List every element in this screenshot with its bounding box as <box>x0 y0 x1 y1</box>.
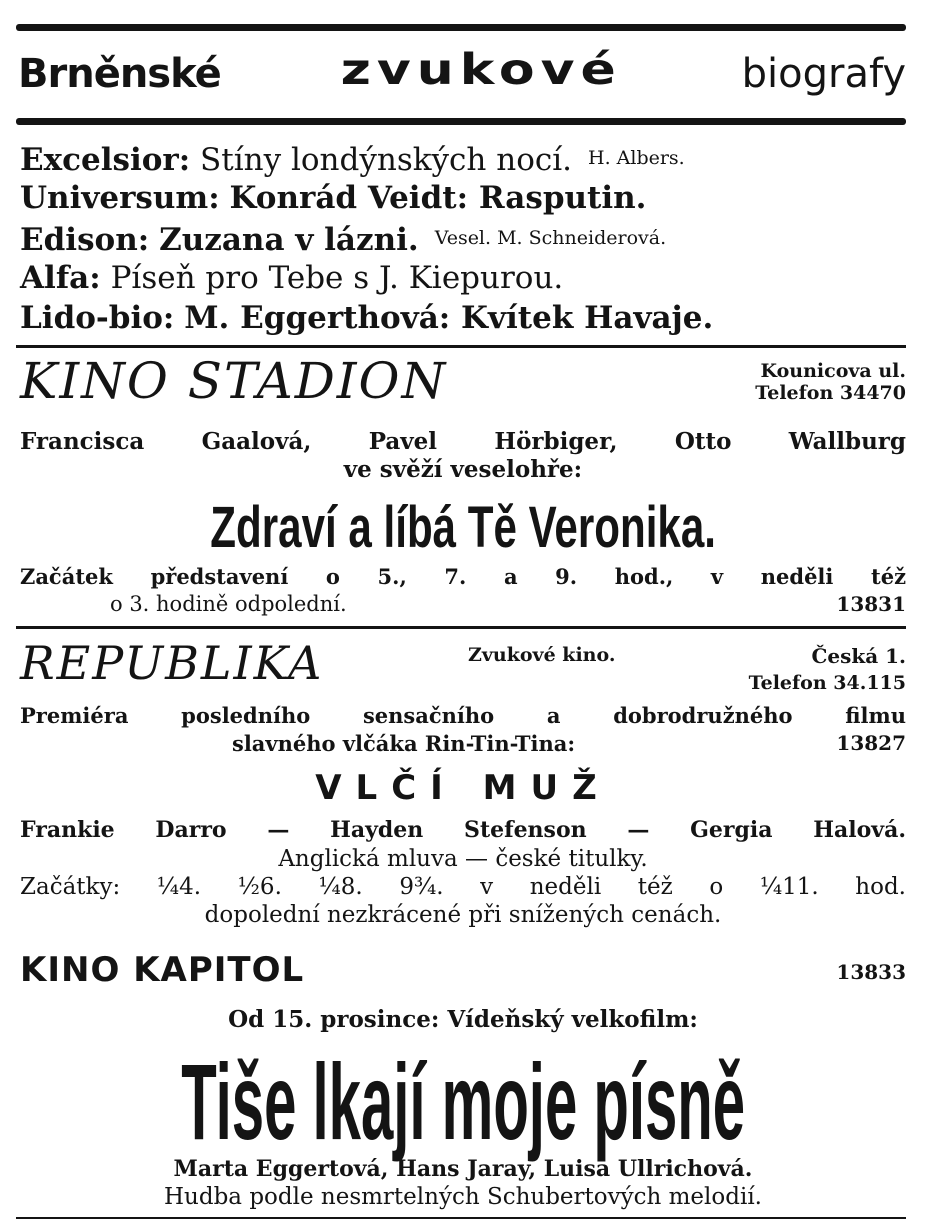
republika-tag: Zvukové kino. <box>468 644 616 666</box>
stadion-title: KINO STADION <box>20 352 448 410</box>
republika-premiere-1: Premiéra posledního sensačního a dobrodružného filmu <box>20 703 906 728</box>
listing-venue: Edison: <box>20 222 150 258</box>
republika-cast: Frankie Darro — Hayden Stefenson — Gergia Halová. <box>20 817 906 843</box>
kapitol-film-wrap <box>20 1040 906 1162</box>
listing-film: Konrád Veidt: Rasputin. <box>229 180 647 216</box>
section-rule <box>16 626 906 629</box>
listing-row <box>20 138 908 178</box>
header-word-3: biografy <box>741 51 906 97</box>
kapitol-film: Tiše lkají moje písně <box>181 1041 745 1162</box>
top-rule <box>16 24 906 31</box>
republika-ad-number: 13827 <box>836 731 906 755</box>
kapitol-cast: Marta Eggertová, Hans Jaray, Luisa Ullrichová. <box>173 1156 753 1182</box>
header-rule <box>16 118 906 125</box>
stadion-film: Zdraví a líbá Tě Veronika. <box>210 495 716 560</box>
cinema-listings <box>20 138 908 338</box>
stadion-intro: ve svěží veselohře: <box>343 456 583 483</box>
listing-venue: Lido-bio: <box>20 300 175 336</box>
republika-times-1: Začátky: ¼4. ½6. ¼8. 9¾. v neděli též o ¼11. hod. <box>20 874 906 900</box>
stadion-schedule-2: o 3. hodině odpolední. <box>110 592 347 616</box>
listing-venue: Alfa: <box>20 260 101 296</box>
listing-note: H. Albers. <box>588 147 685 169</box>
listing-film: Stíny londýnských nocí. <box>200 142 572 178</box>
listing-row <box>20 218 908 258</box>
stadion-film-wrap <box>20 494 906 564</box>
republika-film: VLČÍ MUŽ <box>315 768 611 808</box>
stadion-cast: Francisca Gaalová, Pavel Hörbiger, Otto Wallburg <box>20 428 906 455</box>
republika-times-2: dopolední nezkrácené při snížených cenách. <box>204 902 722 928</box>
stadion-phone: Telefon 34470 <box>755 382 906 404</box>
republika-title: REPUBLIKA <box>20 636 324 690</box>
page-header <box>18 40 906 110</box>
header-word-2: zvukové <box>340 45 622 95</box>
stadion-schedule-1: Začátek představení o 5., 7. a 9. hod., v neděli též <box>20 564 906 589</box>
kapitol-ad-number: 13833 <box>836 960 906 984</box>
header-word-1: Brněnské <box>18 51 221 97</box>
section-rule <box>16 345 906 348</box>
listing-film: M. Eggerthová: Kvítek Havaje. <box>184 300 714 336</box>
republika-film-wrap <box>20 768 906 808</box>
listing-venue: Universum: <box>20 180 220 216</box>
kapitol-music: Hudba podle nesmrtelných Schubertových melodií. <box>163 1184 762 1210</box>
republika-phone: Telefon 34.115 <box>748 672 906 694</box>
republika-address: Česká 1. <box>811 644 906 668</box>
stadion-ad-number: 13831 <box>836 592 906 616</box>
kapitol-intro: Od 15. prosince: Vídeňský velkofilm: <box>228 1006 698 1033</box>
listing-row <box>20 178 908 218</box>
listing-film: Píseň pro Tebe s J. Kiepurou. <box>110 260 564 296</box>
listing-note: Vesel. M. Schneiderová. <box>434 227 667 249</box>
listing-row <box>20 258 908 298</box>
republika-premiere-2: slavného vlčáka Rin-Tin-Tina: <box>232 731 576 756</box>
listing-film: Zuzana v lázni. <box>159 222 419 258</box>
stadion-address <box>755 360 906 404</box>
listing-venue: Excelsior: <box>20 142 191 178</box>
bottom-rule <box>16 1217 906 1219</box>
kapitol-title: KINO KAPITOL <box>20 950 305 990</box>
stadion-address-line: Kounicova ul. <box>760 360 906 382</box>
listing-row <box>20 298 908 338</box>
republika-language: Anglická mluva — české titulky. <box>278 846 648 872</box>
